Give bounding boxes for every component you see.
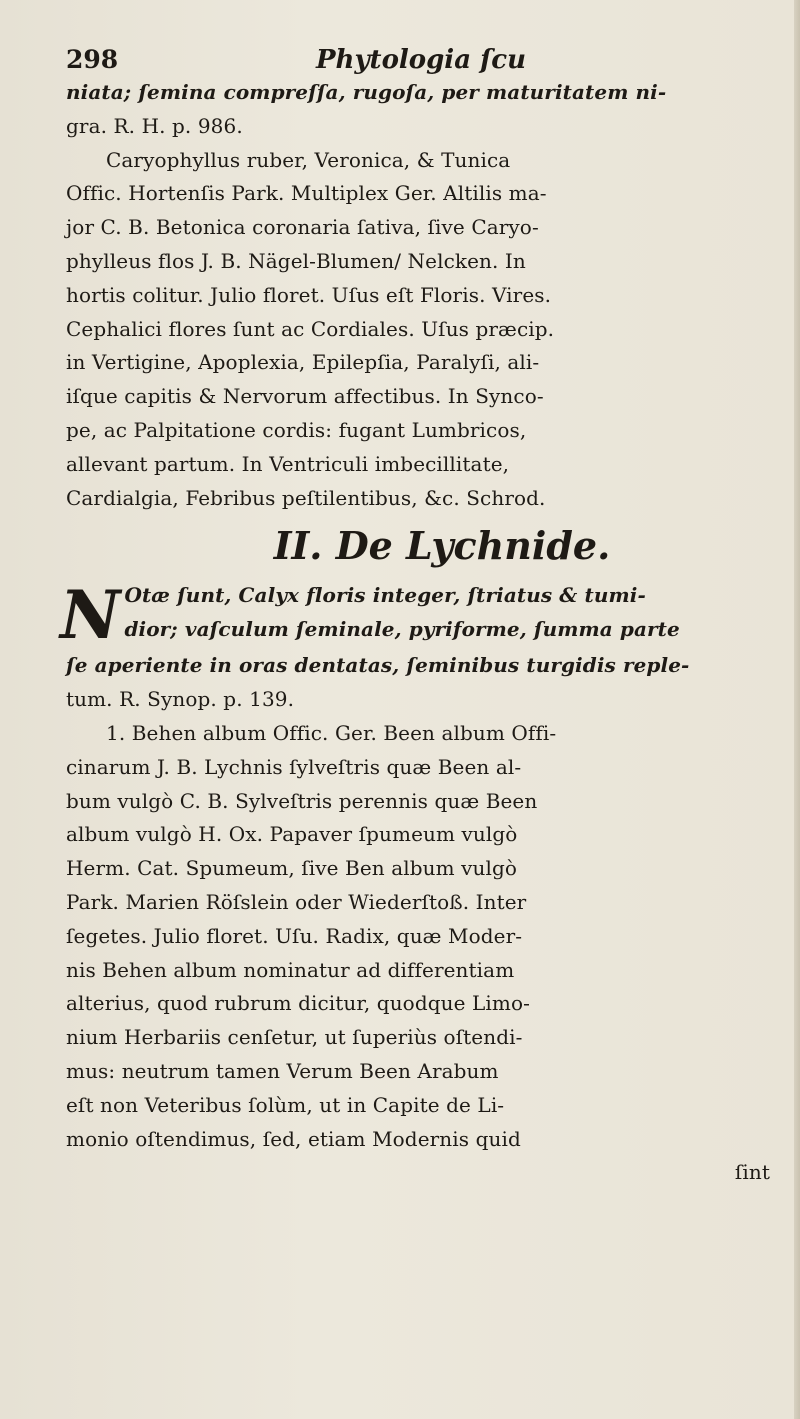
text-line: album vulgò H. Ox. Papaver ſpumeum vulgò — [66, 822, 518, 847]
text-line: nium Herbariis cenſetur, ut ſuperiùs oſtendi- — [66, 1025, 523, 1050]
text-line: Caryophyllus ruber, Veronica, & Tunica — [106, 147, 511, 172]
text-line: dior; vaſculum ſeminale, pyriforme, ſumma parte — [124, 617, 680, 642]
drop-capital: N — [60, 576, 121, 655]
text-line: ſegetes. Julio floret. Uſu. Radix, quæ Moder- — [66, 923, 523, 948]
text-line: alterius, quod rubrum dicitur, quodque Limo- — [66, 991, 530, 1016]
text-line: cinarum J. B. Lychnis ſylveſtris quæ Been al- — [66, 754, 522, 779]
text-line: phylleus flos J. B. Nägel-Blumen/ Nelcken. In — [66, 248, 526, 273]
page-edge-shadow — [794, 0, 800, 1419]
text-line: nis Behen album nominatur ad differentiam — [66, 957, 515, 982]
text-line: bum vulgò C. B. Sylveſtris perennis quæ Been — [66, 788, 538, 813]
text-line: jor C. B. Betonica coronaria ſativa, ſive Caryo- — [66, 215, 539, 240]
text-line: niata; ſemina compreſſa, rugoſa, per maturitatem ni- — [66, 80, 667, 104]
text-line: mus: neutrum tamen Verum Been Arabum — [66, 1058, 499, 1083]
text-line: Otæ ſunt, Calyx floris integer, ſtriatus & tumi- — [124, 583, 646, 608]
text-line: eſt non Veteribus ſolùm, ut in Capite de Li- — [66, 1092, 505, 1117]
body-text-section — [60, 576, 778, 1190]
catchword: ſint — [734, 1160, 770, 1185]
section-heading: II. De Lychnide. — [273, 523, 611, 569]
text-line: monio oſtendimus, ſed, etiam Modernis quid — [66, 1126, 521, 1151]
body-text — [66, 76, 778, 515]
text-line: gra. R. H. p. 986. — [66, 113, 243, 138]
text-line: in Vertigine, Apoplexia, Epilepſia, Paralyſi, ali- — [66, 350, 540, 375]
text-line: allevant partum. In Ventriculi imbecillitate, — [66, 451, 510, 476]
text-line: hortis colitur. Julio floret. Uſus eſt Floris. Vires. — [66, 282, 552, 307]
text-line: iſque capitis & Nervorum affectibus. In Synco- — [66, 384, 544, 409]
text-line: Offic. Hortenſis Park. Multiplex Ger. Altilis ma- — [66, 181, 547, 206]
text-line: 1. Behen album Offic. Ger. Been album Offi- — [106, 720, 557, 745]
text-line: tum. R. Synop. p. 139. — [66, 687, 295, 712]
text-line: Cardialgia, Febribus peſtilentibus, &c. Schrod. — [66, 485, 546, 510]
page-header — [66, 44, 778, 76]
text-line: Park. Marien Röſslein oder Wiederſtoß. Inter — [66, 889, 527, 914]
page-number: 298 — [66, 45, 119, 74]
text-line: pe, ac Palpitatione cordis: fugant Lumbricos, — [66, 417, 527, 442]
running-title: Phytologia ſcu — [316, 45, 527, 75]
text-line: Herm. Cat. Spumeum, ſive Ben album vulgò — [66, 856, 518, 881]
text-line: Cephalici flores ſunt ac Cordiales. Uſus præcip. — [66, 316, 555, 341]
text-line: ſe aperiente in oras dentatas, ſeminibus turgidis reple- — [66, 653, 690, 678]
